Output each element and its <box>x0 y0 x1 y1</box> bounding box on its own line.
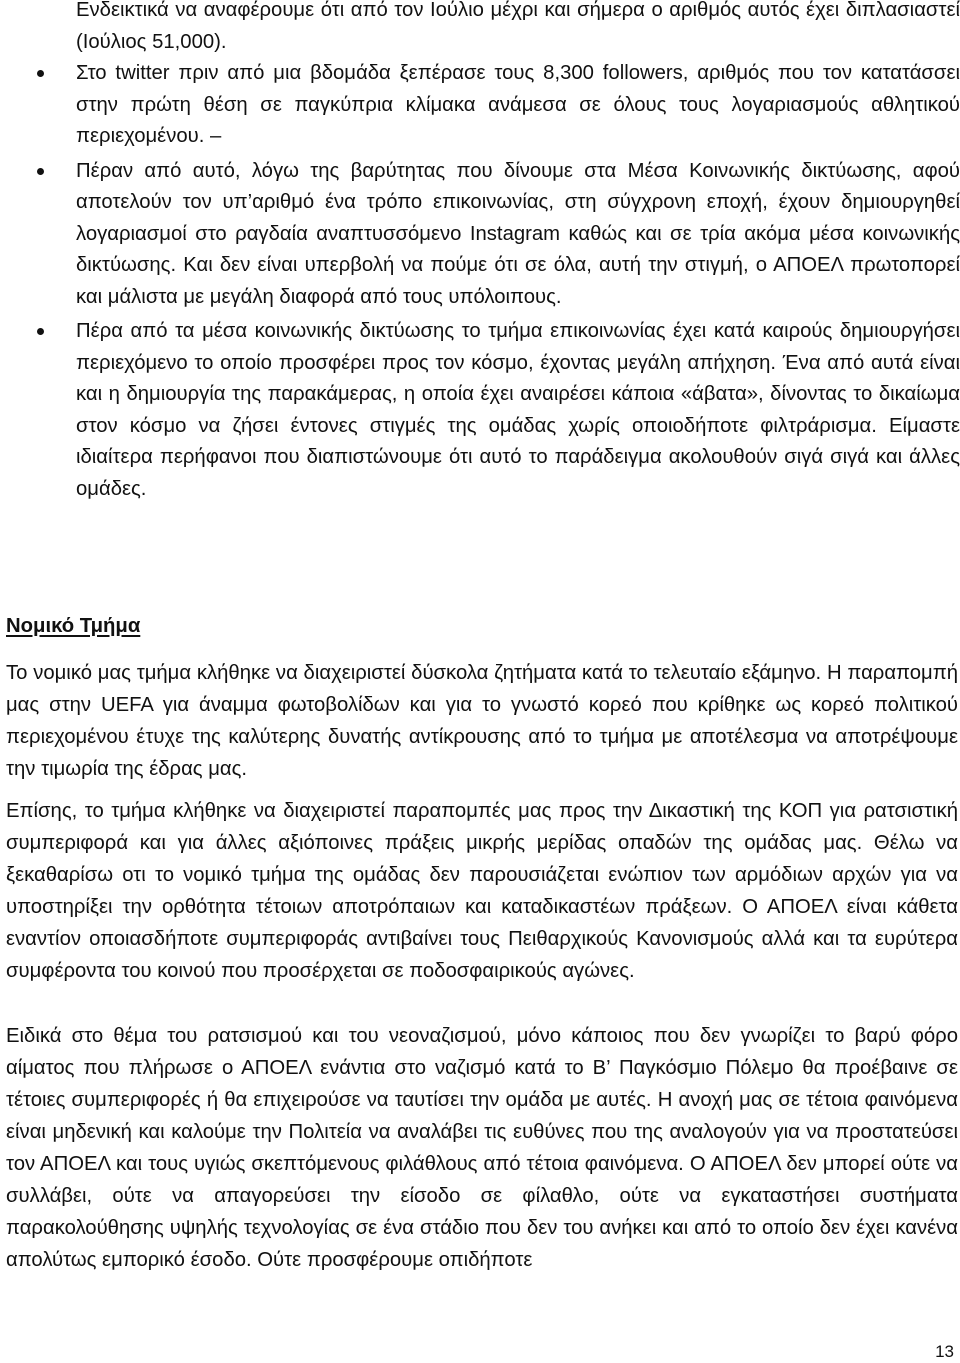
legal-paragraph-racism: Ειδικά στο θέμα του ρατσισμού και του νεοναζισμού, μόνο κάποιος που δεν γνωρίζει το βαρύ φόρο αίματος που πλήρωσε ο ΑΠΟΕΛ ενάντια στο ναζισμό κατά το Β’ Παγκόσμιο Πόλεμο θα προέβαινε σε τέτοιες συμπεριφορές ή θα επιχειρούσε να ταυτίσει την ομάδα με αυτές. Η ανοχή μας σε τέτοια φαινόμενα είναι μηδενική και καλούμε την Πολιτεία να αναλάβει τις ευθύνες που της αναλογούν για να προστατεύσει τον ΑΠΟΕΛ και τους υγιώς σκεπτόμενους φιλάθλους από τέτοια φαινόμενα. Ο ΑΠΟΕΛ δεν μπορεί ούτε να συλλάβει, ούτε να απαγορεύσει την είσοδο σε φίλαθλο, ούτε να εγκαταστήσει συστήματα παρακολούθησης υψηλής τεχνολογίας σε ένα στάδιο που δεν του ανήκει και από το οποίο δεν έχει κανένα απολύτως εμπορικό έσοδο. Ούτε προσφέρουμε οπιδήποτε <box>6 1025 958 1271</box>
page-number: 13 <box>935 1342 954 1361</box>
continuation-paragraph: Ενδεικτικά να αναφέρουμε ότι από τον Ιούλιο μέχρι και σήμερα ο αριθμός αυτός έχει διπλασιαστεί (Ιούλιος 51,000). <box>76 0 960 53</box>
bullet-item-social-media: Πέραν από αυτό, λόγω της βαρύτητας που δίνουμε στα Μέσα Κοινωνικής δικτύωσης, αφού αποτελούν τον υπ’αριθμό ένα τρόπο επικοινωνίας, στη σύγχρονη εποχή, έχουν δημιουργηθεί λογαριασμοί στο ραγδαία αναπτυσσόμενο Instagram καθώς και σε τρία ακόμα μέσα κοινωνικής δικτύωσης. Και δεν είναι υπερβολή να πούμε ότι σε όλα, αυτή την στιγμή, ο ΑΠΟΕΛ πρωτοπορεί και μάλιστα με μεγάλη διαφορά από τους υπόλοιπους. <box>0 156 960 314</box>
legal-paragraph-kop: Επίσης, το τμήμα κλήθηκε να διαχειριστεί παραπομπές μας προς την Δικαστική της ΚΟΠ για ρατσιστική συμπεριφορά και για άλλες αξιόποινες πράξεις μικρής μερίδας οπαδών της ομάδας μας. Θέλω να ξεκαθαρίσω οτι το νομικό τμήμα της ομάδας δεν παρουσιάζεται ενώπιον των αρμόδιων αρχών για να υποστηρίξει την ορθότητα τέτοιων αποτρόπαιων και καταδικαστέων πράξεων. Ο ΑΠΟΕΛ είναι κάθετα εναντίον οποιασδήποτε συμπεριφοράς αντιβαίνει τους Πειθαρχικούς Κανονισμούς αλλά και τα ευρύτερα συμφέροντα του κοινού που προσέρχεται σε ποδοσφαιρικούς αγώνες. <box>6 800 958 982</box>
bullet-item-content: Πέρα από τα μέσα κοινωνικής δικτύωσης το τμήμα επικοινωνίας έχει κατά καιρούς δημιουργήσει περιεχόμενο το οποίο προσφέρει προς τον κόσμο, έχοντας μεγάλη απήχηση. Ένα από αυτά είναι και η δημιουργία της παρακάμερας, η οποία έχει αναιρέσει κάποια «άβατα», δίνοντας το δικαίωμα στον κόσμο να ζήσει έντονες στιγμές της ομάδας χωρίς οποιοδήποτε φιλτράρισμα. Είμαστε ιδιαίτερα περήφανοι που διαπιστώνουμε ότι αυτό το παράδειγμα ακολουθούν σιγά σιγά και άλλες ομάδες. <box>0 316 960 505</box>
bullet-item-twitter: Στο twitter πριν από μια βδομάδα ξεπέρασε τους 8,300 followers, αριθμός που τον κατατάσσει στην πρώτη θέση σε παγκύπρια κλίμακα ανάμεσα σε όλους τους λογαριασμούς αθλητικού περιεχομένου. – <box>0 58 960 153</box>
section-heading-legal: Νομικό Τμήμα <box>6 615 141 637</box>
legal-paragraph-uefa: Το νομικό μας τμήμα κλήθηκε να διαχειριστεί δύσκολα ζητήματα κατά το τελευταίο εξάμηνο. Η παραπομπή μας στην UEFA για άναμμα φωτοβολίδων και για το γνωστό κορεό που κρίθηκε ως κορεό πολιτικού περιεχομένου έτυχε της καλύτερης δυνατής αντίκρουσης από το τμήμα με αποτέλεσμα να αποτρέψουμε την τιμωρία της έδρας μας. <box>6 662 958 780</box>
bullet-list <box>0 58 960 508</box>
